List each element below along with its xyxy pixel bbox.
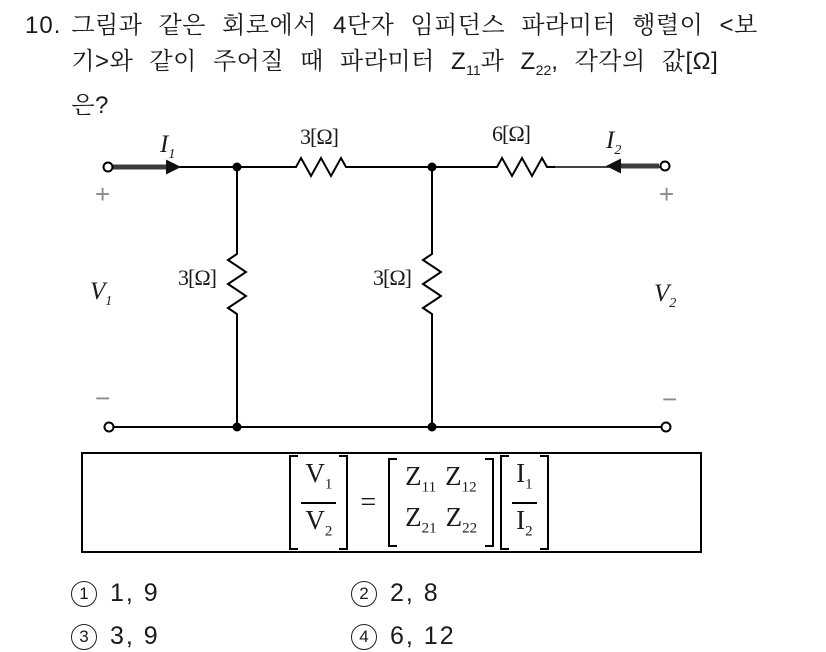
choice-3-number-icon: 3 bbox=[71, 624, 97, 650]
v-vector bbox=[289, 455, 348, 550]
question-number: 10. bbox=[25, 12, 62, 39]
question-line-1: 그림과 같은 회로에서 4단자 임피던스 파라미터 행렬이 <보 bbox=[71, 12, 758, 39]
shunt-resistor-1-3ohm bbox=[228, 250, 246, 330]
bracket-left-icon bbox=[500, 455, 509, 550]
node-top-left bbox=[233, 163, 242, 172]
z22-entry: $Z_{22}$ bbox=[445, 501, 478, 536]
minus-sign-right: − bbox=[662, 384, 678, 414]
terminal-top-right bbox=[661, 162, 670, 171]
bracket-right-icon bbox=[485, 458, 494, 547]
choice-1 bbox=[71, 579, 160, 608]
series-resistor-1-label: 3[Ω] bbox=[300, 124, 339, 149]
terminal-top-left bbox=[104, 163, 113, 172]
shunt-resistor-1-label: 3[Ω] bbox=[178, 265, 217, 290]
i1-label: $I_1$ bbox=[160, 131, 176, 162]
terminal-bottom-right bbox=[662, 423, 671, 432]
shunt-resistor-2-3ohm bbox=[423, 250, 441, 330]
z12-entry: $Z_{12}$ bbox=[445, 461, 477, 496]
choice-4-number-icon: 4 bbox=[351, 624, 377, 650]
v2-label: $V_2$ bbox=[654, 280, 677, 311]
series-resistor-2-label: 6[Ω] bbox=[492, 121, 531, 146]
series-resistor-6ohm bbox=[493, 158, 555, 176]
choice-2 bbox=[351, 579, 440, 608]
equals-sign: = bbox=[360, 486, 377, 518]
i2-label: $I_2$ bbox=[606, 127, 622, 158]
node-bottom-right bbox=[428, 423, 437, 432]
choice-4-text: 6, 12 bbox=[390, 622, 456, 650]
v2-entry: $V_2$ bbox=[305, 504, 333, 539]
question-line-2: 기>와 같이 주어질 때 파라미터 $Z_{11}$과 $Z_{22}$, 각각의 값[Ω] bbox=[71, 48, 719, 78]
question-line-3: 은? bbox=[71, 91, 109, 119]
bracket-right-icon bbox=[540, 455, 549, 550]
terminal-bottom-left bbox=[105, 423, 114, 432]
bracket-right-icon bbox=[339, 455, 348, 550]
v1-label: $V_1$ bbox=[90, 278, 113, 309]
choice-2-number-icon: 2 bbox=[351, 581, 377, 607]
i2-entry: $I_2$ bbox=[516, 504, 533, 539]
choice-4 bbox=[351, 622, 456, 651]
z21-entry: $Z_{21}$ bbox=[405, 501, 437, 536]
choice-3 bbox=[71, 622, 160, 651]
series-resistor-3ohm bbox=[292, 158, 353, 176]
i1-entry: $I_1$ bbox=[516, 458, 533, 493]
impedance-matrix-equation bbox=[286, 455, 551, 550]
choice-3-text: 3, 9 bbox=[110, 622, 160, 650]
i2-arrow-head bbox=[606, 159, 621, 174]
z11-entry: $Z_{11}$ bbox=[405, 461, 437, 496]
i-vector bbox=[500, 455, 549, 550]
node-top-right bbox=[428, 163, 437, 172]
z-matrix bbox=[388, 458, 494, 547]
z-matrix-row-1 bbox=[405, 462, 477, 502]
choice-1-text: 1, 9 bbox=[110, 579, 160, 607]
plus-sign-left: + bbox=[95, 179, 111, 209]
formula-box bbox=[81, 452, 702, 553]
plus-sign-right: + bbox=[659, 179, 675, 209]
z-matrix-row-2 bbox=[405, 503, 477, 543]
node-bottom-left bbox=[233, 423, 242, 432]
bracket-left-icon bbox=[388, 458, 397, 547]
choice-1-number-icon: 1 bbox=[71, 581, 97, 607]
v1-entry: $V_1$ bbox=[305, 458, 333, 493]
vector-divider bbox=[301, 502, 336, 504]
shunt-resistor-2-label: 3[Ω] bbox=[373, 265, 412, 290]
vector-divider bbox=[512, 502, 537, 504]
bracket-left-icon bbox=[289, 455, 298, 550]
minus-sign-left: − bbox=[95, 383, 111, 413]
choice-2-text: 2, 8 bbox=[390, 579, 440, 607]
